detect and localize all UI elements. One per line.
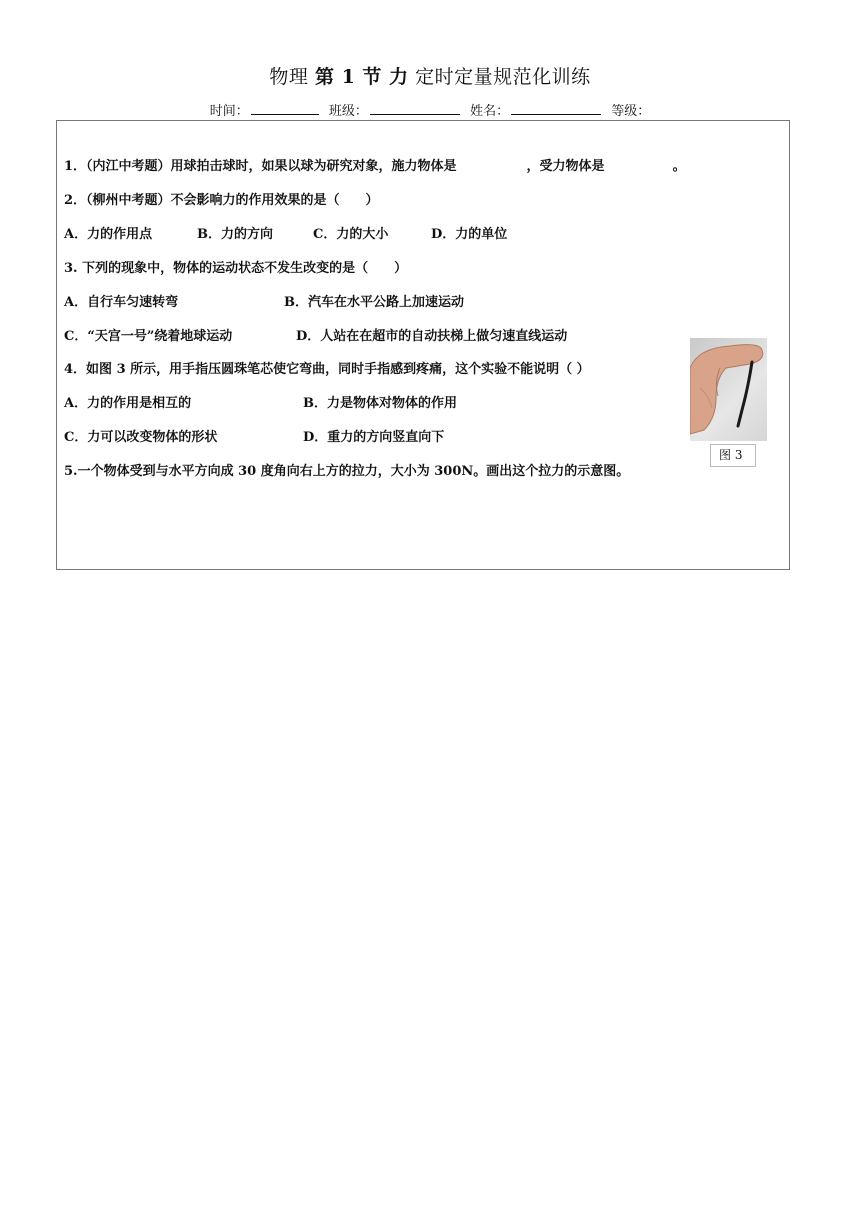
q4-option-b[interactable]: B．力是物体对物体的作用 — [303, 396, 457, 411]
q2-option-c[interactable]: C．力的大小 — [313, 227, 389, 242]
time-label: 时间： — [209, 104, 249, 119]
q2-option-d[interactable]: D．力的单位 — [431, 227, 508, 242]
question-5: 5.一个物体受到与水平方向成 30 度角向右上方的拉力，大小为 300N。画出这个拉力的示意图。 — [64, 464, 630, 479]
finger-pressing-pen-refill-illustration — [690, 338, 767, 441]
q2-option-a[interactable]: A．力的作用点 — [64, 227, 153, 242]
q2-option-b[interactable]: B．力的方向 — [197, 227, 273, 242]
q3-option-a[interactable]: A．自行车匀速转弯 — [64, 295, 179, 310]
question-1-text: 1．（内江中考题）用球拍击球时，如果以球为研究对象，施力物体是 — [64, 159, 457, 174]
q4-option-d[interactable]: D．重力的方向竖直向下 — [303, 430, 445, 445]
question-1 — [64, 155, 686, 174]
title-section: 第 1 节 力 — [314, 66, 409, 88]
time-blank[interactable] — [251, 102, 319, 115]
question-1-end: 。 — [672, 159, 686, 174]
class-blank[interactable] — [370, 102, 460, 115]
question-1-mid: ，受力物体是 — [526, 159, 605, 174]
student-info-row — [0, 100, 860, 119]
questions-box — [56, 120, 790, 570]
q3-option-d[interactable]: D．人站在在超市的自动扶梯上做匀速直线运动 — [296, 329, 568, 344]
q4-option-c[interactable]: C．力可以改变物体的形状 — [64, 430, 218, 445]
title-training: 定时定量规范化训练 — [415, 66, 591, 88]
figure-3-photo — [690, 338, 767, 441]
page-title — [0, 62, 860, 89]
figure-3-caption: 图 3 — [710, 444, 756, 467]
question-3: 3. 下列的现象中，物体的运动状态不发生改变的是（ ） — [64, 261, 408, 276]
class-label: 班级： — [328, 104, 368, 119]
question-4: 4．如图 3 所示，用手指压圆珠笔芯使它弯曲，同时手指感到疼痛，这个实验不能说明（ ） — [64, 362, 590, 377]
name-label: 姓名： — [470, 104, 510, 119]
q3-option-b[interactable]: B．汽车在水平公路上加速运动 — [284, 295, 464, 310]
q4-option-a[interactable]: A．力的作用是相互的 — [64, 396, 192, 411]
question-2: 2．（柳州中考题）不会影响力的作用效果的是（ ） — [64, 193, 379, 208]
grade-label: 等级： — [611, 104, 651, 119]
name-blank[interactable] — [511, 102, 601, 115]
q3-option-c[interactable]: C．“天宫一号”绕着地球运动 — [64, 329, 233, 344]
title-subject: 物理 — [269, 66, 309, 88]
